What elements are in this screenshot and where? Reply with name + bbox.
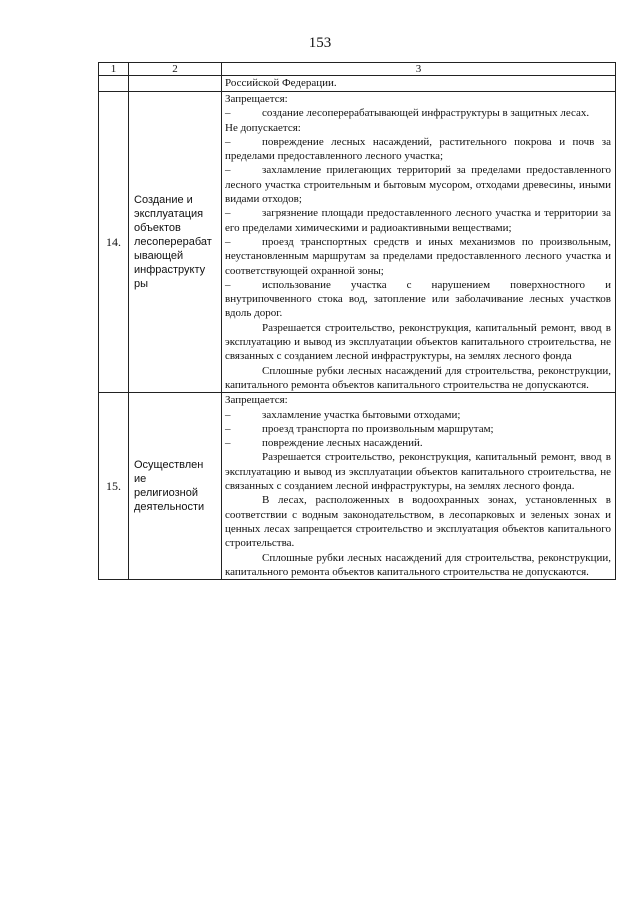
paragraph: Разрешается строительство, реконструкция, капитальный ремонт, ввод в эксплуатацию и вывод из эксплуатации объектов капитального строительства, не связанных с созданием лесной инфраструктуры, на землях лесного фонда: [225, 321, 611, 363]
header-col-3: 3: [222, 63, 616, 76]
prohibited-label: Запрещается:: [225, 93, 288, 105]
continuation-row: [99, 76, 616, 92]
header-col-1: 1: [99, 63, 129, 76]
prohibited-label: Запрещается:: [225, 394, 288, 407]
list-item: – повреждение лесных насаждений.: [225, 437, 423, 450]
table-row: [99, 92, 616, 393]
activity-name: Создание и эксплуатация объектов лесоперерабат ывающей инфраструкту ры: [129, 92, 222, 393]
continuation-num-cell: [99, 76, 129, 92]
regulation-text: [222, 92, 616, 393]
row-number: 14.: [99, 92, 129, 393]
not-allowed-label: Не допускается:: [225, 121, 301, 134]
paragraph: В лесах, расположенных в водоохранных зонах, установленных в соответствии с водным законодательством, в лесопарковых и зеленых зонах и ценных лесах запрещается строительство и эксплуатация объектов капитального строительства.: [225, 494, 611, 550]
list-item: – захламление участка бытовыми отходами;: [225, 408, 461, 421]
page-number: 153: [308, 35, 332, 51]
paragraph: Сплошные рубки лесных насаждений для строительства, реконструкции, капитального ремонта объектов капитального строительства не допускаются.: [225, 551, 611, 578]
list-item: – загрязнение площади предоставленного лесного участка и территории за его пределами химическими и радиоактивными веществами;: [225, 207, 611, 234]
list-item: – проезд транспорта по произвольным маршрутам;: [225, 422, 494, 435]
continuation-text: Российской Федерации.: [222, 76, 616, 92]
regulations-table: [98, 62, 616, 580]
continuation-name-cell: [129, 76, 222, 92]
list-item: – создание лесоперерабатывающей инфраструктуры в защитных лесах.: [225, 107, 590, 120]
activity-name: Осуществлен ие религиозной деятельности: [129, 393, 222, 580]
list-item: – захламление прилегающих территорий за пределами предоставленного лесного участка строительным и бытовым мусором, отходами древесины, иными видами отходов;: [225, 164, 611, 206]
list-item: – повреждение лесных насаждений, растительного покрова и почв за пределами предоставленного лесного участка;: [225, 135, 611, 163]
regulation-text: [222, 393, 616, 580]
table-header-row: [99, 63, 616, 76]
row-number: 15.: [99, 393, 129, 580]
header-col-2: 2: [129, 63, 222, 76]
table-row: [99, 393, 616, 580]
paragraph: Сплошные рубки лесных насаждений для строительства, реконструкции, капитального ремонта объектов капитального строительства не допускаются.: [225, 364, 611, 391]
paragraph: Разрешается строительство, реконструкция, капитальный ремонт, ввод в эксплуатацию и вывод из эксплуатации объектов капитального строительства, не связанных с созданием лесной инфраструктуры, на землях лесного фонда.: [225, 451, 611, 493]
list-item: – проезд транспортных средств и иных механизмов по произвольным, неустановленным маршрутам за пределами предоставленного лесного участка и соответствующей охранной зоны;: [225, 235, 611, 277]
list-item: – использование участка с нарушением поверхностного и внутрипочвенного стока вод, затопление или заболачивание лесных участков вдоль дорог.: [225, 278, 611, 320]
